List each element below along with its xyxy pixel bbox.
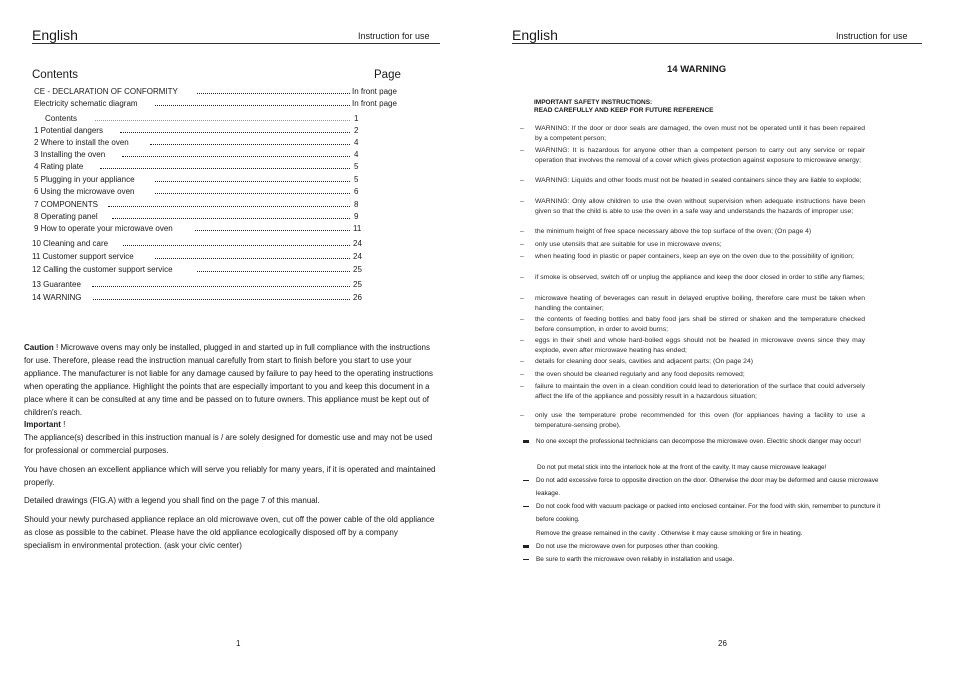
warning-dash: – (520, 295, 524, 302)
toc-entry-label: 5 Plugging in your appliance (34, 175, 135, 184)
bullet-marker-icon (523, 440, 529, 443)
domestic-use-paragraph: The appliance(s) described in this instruction manual is / are solely designed for domestic use and may not be used for professional or commercial purposes. (24, 433, 433, 455)
important-heading (24, 418, 436, 431)
warning-dash: – (520, 125, 524, 132)
warning-title: 14 WARNING (667, 64, 727, 75)
toc-entry-label: 4 Rating plate (34, 162, 84, 171)
bullet-item (520, 461, 900, 474)
toc-entry-label: 13 Guarantee (32, 280, 81, 289)
toc-leader-dots (93, 293, 350, 300)
toc-entry (0, 265, 477, 277)
warning-text: if smoke is observed, switch off or unplug the appliance and keep the door closed in order to stifle any flames; (535, 274, 865, 281)
page-number-right: 26 (718, 639, 727, 648)
toc-entry (0, 126, 477, 138)
toc-leader-dots (197, 265, 350, 272)
toc-leader-dots (155, 99, 350, 106)
toc-entry-page: 4 (354, 138, 359, 147)
header-instruction: Instruction for use (358, 31, 430, 41)
warning-text: eggs in their shell and whole hard-boiled eggs should not be heated in microwave ovens since they may explode, even after microwave heating has ended; (535, 337, 865, 354)
toc-leader-dots (92, 280, 350, 287)
bullet-text: Remove the grease remained in the cavity . Otherwise it may cause smoking or fire in heating. (536, 530, 803, 537)
warning-dash: – (520, 412, 524, 419)
toc-entry-label: 12 Calling the customer support service (32, 265, 173, 274)
toc-leader-dots (120, 126, 350, 133)
warning-dash: – (520, 358, 524, 365)
toc-entry-label: 2 Where to install the oven (34, 138, 129, 147)
warning-dash: – (520, 316, 524, 323)
safety-header-line-2: READ CAREFULLY AND KEEP FOR FUTURE REFERENCE (534, 107, 714, 114)
warning-text: WARNING: If the door or door seals are damaged, the oven must not be operated until it has been repaired by a competent person; (535, 125, 865, 142)
toc-leader-dots (155, 252, 350, 259)
bullet-text: Be sure to earth the microwave oven reliably in installation and usage. (536, 556, 735, 563)
page-column-title: Page (374, 69, 401, 81)
important-mark: ! (60, 420, 66, 429)
warning-text: only use the temperature probe recommended for this oven (for appliances having a facility to use a temperature-sensing probe). (535, 412, 865, 429)
toc-entry (0, 187, 477, 199)
warning-dash: – (520, 337, 524, 344)
toc-leader-dots (123, 239, 350, 246)
header-language: English (32, 27, 78, 43)
toc-entry-label: 11 Customer support service (32, 252, 134, 261)
toc-leader-dots (155, 175, 350, 182)
warning-text: the contents of feeding bottles and baby food jars shall be stirred or shaken and the temperature checked before consumption, in order to avoid burns; (535, 316, 865, 333)
toc-entry-page: 2 (354, 126, 359, 135)
toc-entry-page: 9 (354, 212, 359, 221)
warning-dash: – (520, 198, 524, 205)
toc-entry-page: 24 (353, 252, 362, 261)
toc-entry-page: 25 (353, 280, 362, 289)
toc-entry-label: 7 COMPONENTS (34, 200, 99, 209)
toc-entry (0, 87, 477, 99)
toc-entry (0, 252, 477, 264)
bullet-marker-icon (523, 506, 529, 507)
bullet-text: Do not use the microwave oven for purposes other than cooking. (536, 543, 719, 550)
warning-text: details for cleaning door seals, cavities and adjacent parts; (On page 24) (535, 358, 754, 365)
important-label: Important (24, 420, 61, 429)
toc-entry (0, 114, 477, 126)
toc-entry-label: 10 Cleaning and care (32, 239, 109, 248)
toc-entry-page: 5 (354, 162, 359, 171)
bullet-marker-icon (523, 480, 529, 481)
bullet-item (520, 474, 900, 500)
toc-entry-page: 24 (353, 239, 362, 248)
header-instruction-right: Instruction for use (836, 31, 908, 41)
warning-dash: – (520, 371, 524, 378)
bullet-item (520, 540, 900, 553)
bullet-text: Do not add excessive force to opposite direction on the door. Otherwise the door may be deformed and cause microwave leakage. (536, 477, 879, 497)
toc-entry-label: Contents (45, 114, 78, 123)
toc-leader-dots (195, 224, 350, 231)
toc-entry-label: 1 Potential dangers (34, 126, 103, 135)
toc-leader-dots (122, 150, 350, 157)
toc-entry-page: In front page (352, 99, 397, 108)
toc-entry (0, 293, 477, 305)
toc-entry-page: 1 (354, 114, 359, 123)
warning-dash: – (520, 274, 524, 281)
warning-dash: – (520, 383, 524, 390)
toc-entry-label: 14 WARNING (32, 293, 82, 302)
warning-text: the minimum height of free space necessary above the top surface of the oven; (On page 4) (535, 228, 812, 235)
toc-entry-page: 6 (354, 187, 359, 196)
bullet-item (520, 553, 900, 566)
warning-text: WARNING: It is hazardous for anyone other than a competent person to carry out any service or repair operation that involves the removal of a cover which gives protection against exposure to microwave energy; (535, 147, 865, 164)
toc-entry (0, 224, 477, 236)
bullet-text: Do not put metal stick into the interlock hole at the front of the cavity. It may cause microwave leakage! (537, 464, 827, 471)
header-divider (32, 43, 440, 44)
toc-entry-page: 8 (354, 200, 359, 209)
safety-instructions-header (534, 99, 834, 115)
toc-entry (0, 150, 477, 162)
warning-dash: – (520, 253, 524, 260)
warning-dash: – (520, 147, 524, 154)
caution-paragraph (24, 341, 436, 419)
header-language-right: English (512, 27, 558, 43)
caution-label: Caution (24, 343, 54, 352)
bullet-marker-icon (523, 559, 529, 560)
warning-text: WARNING: Only allow children to use the oven without supervision when adequate instructions have been given so that the child is able to use the oven in a safe way and understands the hazards of improper use; (535, 198, 865, 215)
warning-text: only use utensils that are suitable for use in microwave ovens; (535, 241, 722, 248)
toc-entry (0, 162, 477, 174)
caution-text: ! Microwave ovens may only be installed, plugged in and started up in full compliance with the instructions for use. Therefore, please read the instruction manual carefully from start to finish before you start to use your appliance. The manufacturer is not liable for any damage caused by failure to pay heed to the operating instructions when operating the appliance. Highlight the points that are especially important to you and keep this document in a place where it can be consulted at any time and be passed on to future owners. This appliance must be kept out of children's reach. (24, 343, 433, 417)
bullet-item (520, 500, 900, 526)
toc-entry (0, 239, 477, 251)
toc-entry-label: 8 Operating panel (34, 212, 98, 221)
disposal-paragraph: Should your newly purchased appliance replace an old microwave oven, cut off the power cable of the old appliance as close as possible to the cabinet. Please have the old appliance ecologically disposed off by a company specialism in environmental protection. (ask your civic center) (24, 515, 435, 550)
toc-entry-page: 26 (353, 293, 362, 302)
safety-header-line-1: IMPORTANT SAFETY INSTRUCTIONS: (534, 99, 653, 106)
toc-entry (0, 280, 477, 292)
warning-text: WARNING: Liquids and other foods must not be heated in sealed containers since they are liable to explode; (535, 177, 862, 184)
toc-entry-label: 9 How to operate your microwave oven (34, 224, 173, 233)
page-number: 1 (236, 639, 241, 648)
warning-text: failure to maintain the oven in a clean condition could lead to deterioration of the surface that could adversely affect the life of the appliance and possibly result in a hazardous situation; (535, 383, 865, 400)
bullet-marker-icon (523, 545, 529, 548)
bullet-item (520, 435, 900, 461)
bullet-text: Do not cook food with vacuum package or packed into enclosed container. For the food with skin, remember to puncture it before cooking. (536, 503, 881, 523)
drawings-paragraph: Detailed drawings (FIG.A) with a legend you shall find on the page 7 of this manual. (24, 496, 320, 505)
toc-entry (0, 200, 477, 212)
toc-leader-dots (155, 187, 350, 194)
toc-leader-dots (108, 200, 350, 207)
toc-leader-dots (112, 212, 350, 219)
toc-entry-page: 11 (353, 224, 362, 233)
warning-dash: – (520, 228, 524, 235)
toc-entry-page: 25 (353, 265, 362, 274)
toc-entry (0, 175, 477, 187)
warning-text: the oven should be cleaned regularly and any food deposits removed; (535, 371, 745, 378)
toc-leader-dots (95, 114, 350, 121)
toc-leader-dots (100, 162, 350, 169)
toc-entry-label: CE - DECLARATION OF CONFORMITY (34, 87, 178, 96)
toc-entry-label: 3 Installing the oven (34, 150, 106, 159)
bullet-text: No one except the professional technicians can decompose the microwave oven. Electric shock danger may occur! (536, 438, 862, 445)
toc-entry (0, 212, 477, 224)
toc-entry-page: In front page (352, 87, 397, 96)
toc-entry-label: Electricity schematic diagram (34, 99, 138, 108)
toc-entry-label: 6 Using the microwave oven (34, 187, 135, 196)
toc-entry-page: 5 (354, 175, 359, 184)
warning-text: microwave heating of beverages can result in delayed eruptive boiling, therefore care must be taken when handling the container; (535, 295, 865, 312)
header-divider-right (512, 43, 922, 44)
toc-leader-dots (197, 87, 350, 94)
maintenance-paragraph: You have chosen an excellent appliance which will serve you reliably for many years, if it is operated and maintained properly. (24, 465, 436, 487)
bullet-item (520, 527, 900, 540)
toc-leader-dots (150, 138, 350, 145)
toc-entry (0, 99, 477, 111)
toc-entry (0, 138, 477, 150)
warning-text: when heating food in plastic or paper containers, keep an eye on the oven due to the possibility of ignition; (535, 253, 854, 260)
warning-dash: – (520, 241, 524, 248)
toc-entry-page: 4 (354, 150, 359, 159)
warning-dash: – (520, 177, 524, 184)
contents-title: Contents (32, 69, 79, 81)
